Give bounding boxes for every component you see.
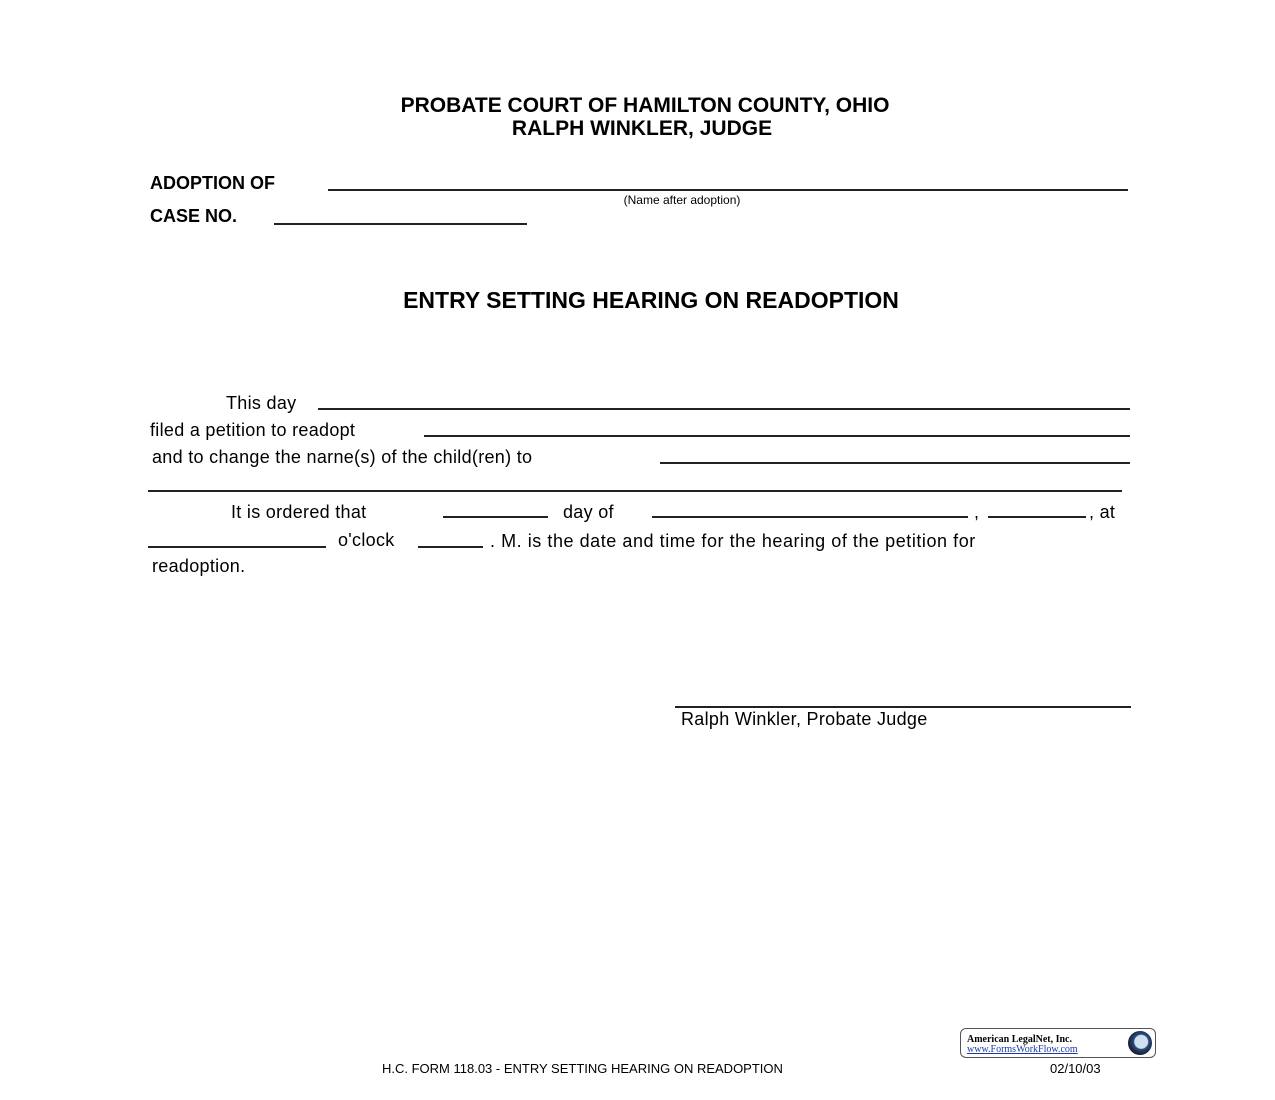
hearing-text: . M. is the date and time for the hearing of the petition for xyxy=(490,531,976,551)
logo-name: American LegalNet, Inc. xyxy=(967,1034,1072,1045)
filed-label: filed a petition to readopt xyxy=(150,420,356,440)
judge-name: RALPH WINKLER, JUDGE xyxy=(511,117,773,140)
change-name-label: and to change the narne(s) of the child(ren) to xyxy=(152,447,533,467)
document-title: ENTRY SETTING HEARING ON READOPTION xyxy=(403,287,899,313)
month-line[interactable] xyxy=(652,516,968,518)
signature-label: Ralph Winkler, Probate Judge xyxy=(681,709,928,729)
signature-line[interactable] xyxy=(675,706,1131,708)
this-day-label: This day xyxy=(226,393,297,413)
case-no-line[interactable] xyxy=(274,223,527,225)
court-name: PROBATE COURT OF HAMILTON COUNTY, OHIO xyxy=(400,94,890,117)
year-line[interactable] xyxy=(988,516,1086,518)
logo-url[interactable]: www.FormsWorkFlow.com xyxy=(967,1044,1078,1055)
readoption-text: readoption. xyxy=(152,556,246,576)
day-of-label: day of xyxy=(563,502,614,522)
new-name-line[interactable] xyxy=(660,462,1130,464)
at-label: , at xyxy=(1089,502,1116,522)
readopt-line[interactable] xyxy=(424,435,1130,437)
am-pm-line[interactable] xyxy=(418,546,483,548)
time-line[interactable] xyxy=(148,546,326,548)
globe-icon xyxy=(1128,1031,1152,1055)
oclock-label: o'clock xyxy=(338,530,395,550)
this-day-line[interactable] xyxy=(318,408,1130,410)
new-name-line-2[interactable] xyxy=(148,490,1122,492)
day-line[interactable] xyxy=(443,516,548,518)
american-legalnet-logo xyxy=(960,1028,1156,1058)
form-date: 02/10/03 xyxy=(1050,1061,1101,1076)
ordered-label: It is ordered that xyxy=(231,502,367,522)
case-no-label: CASE NO. xyxy=(150,206,238,226)
adoption-of-label: ADOPTION OF xyxy=(150,173,275,193)
name-hint: (Name after adoption) xyxy=(623,193,741,207)
form-footer: H.C. FORM 118.03 - ENTRY SETTING HEARING ON READOPTION xyxy=(382,1061,783,1076)
adoption-name-line[interactable] xyxy=(328,189,1128,191)
comma: , xyxy=(974,502,980,522)
